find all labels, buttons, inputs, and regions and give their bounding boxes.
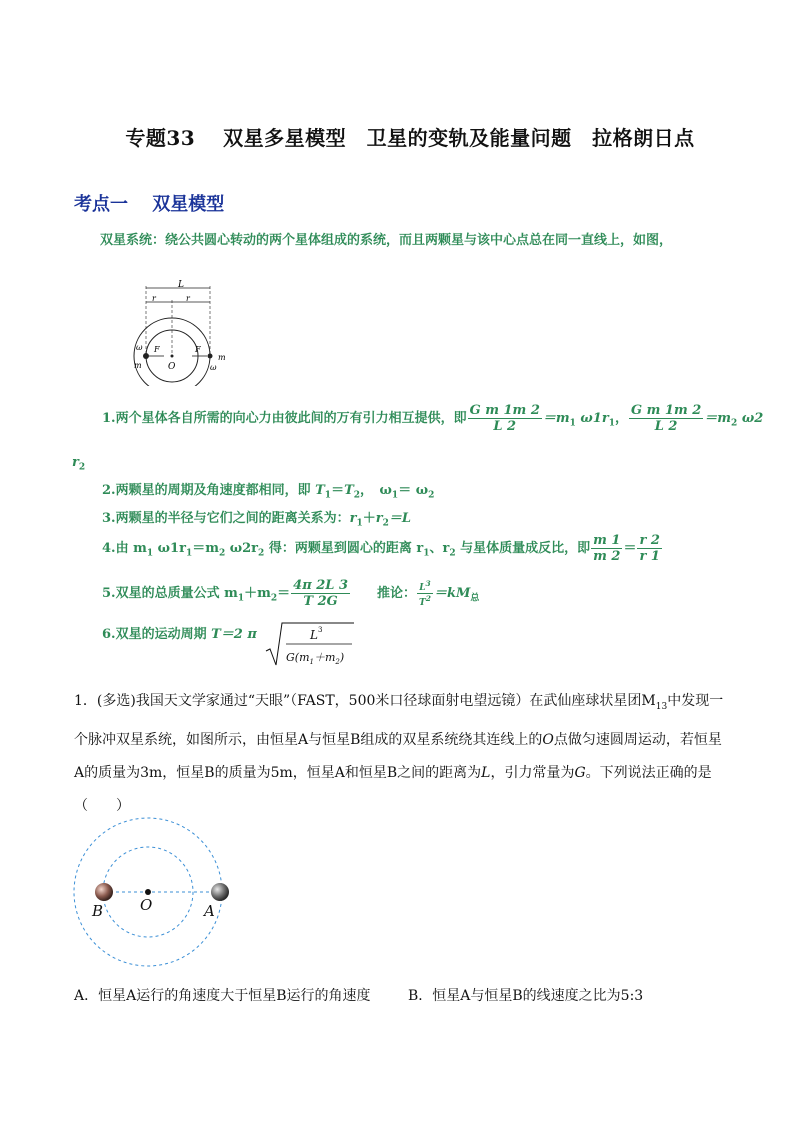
fig1-m2: m [218, 353, 226, 362]
star-b [95, 883, 113, 901]
sqrt-num: L [310, 628, 318, 642]
star-a [211, 883, 229, 901]
intro-text: 双星系统：绕公共圆心转动的两个星体组成的系统，而且两颗星与该中心点总在同一直线上，如图， [100, 233, 673, 248]
fig1-m1: m [134, 361, 142, 370]
page-title: 专题33 双星多星模型 卫星的变轨及能量问题 拉格朗日点 [125, 126, 695, 150]
point-4: 4.由 $m_1$ $\omega 1r_1=m_2$ $\omega 2r_2$ 得：两颗星到圆心的距离 $r_1$、$r_2$ 与星体质量成反比，即 $\frac{m 1}{m 2}$ ＝ $\frac{r 2}{r 1}$ [102, 533, 660, 564]
fig1-r2: r [186, 294, 190, 303]
fig1-O: O [168, 362, 176, 372]
point-1-wrap: $r_2$ [72, 455, 86, 473]
fig1-L: L [178, 280, 184, 290]
section-heading: 考点一 双星模型 [74, 194, 225, 215]
point-2: 2.两颗星的周期及角速度都相同，即 $T_1=T_2$， $\omega_1= \omega_2$ [102, 483, 435, 501]
sqrt-formula [264, 619, 356, 669]
fig2-O: O [140, 896, 153, 914]
sqrt-num-pow: 3 [318, 626, 323, 634]
point-6: 6.双星的运动周期 T＝2 π [102, 627, 257, 642]
fig1-F1: F [154, 345, 160, 354]
point-5: 5.双星的总质量公式 $m_1+m_2=$ $\frac{4\pi 2L 3}{T 2G}$ 推论： $\frac{L^3}{T^2}$ $=kM_总$ [102, 578, 480, 609]
option-a[interactable]: A．恒星A运行的角速度大于恒星B运行的角速度 [74, 988, 371, 1004]
option-b[interactable]: B．恒星A与恒星B的线速度之比为5:3 [408, 988, 644, 1004]
point-1: 1.两个星体各自所需的向心力由彼此间的万有引力相互提供，即 $\frac{\text{G m 1m 2}}{L 2}$ $=m_1$ $\omega 1r_1$， $\frac{\text{G m 1m 2}}{L 2}$ $=m_2$ ω2 [102, 403, 764, 434]
svg-text:G(m1＋m2): $G(m_1+m_2)$ [286, 651, 345, 666]
fig1-w1: ω [136, 343, 143, 352]
binary-star-figure [128, 276, 238, 386]
point-3: 3.两颗星的半径与它们之间的距离关系为：$r_1+r_2=L$ [102, 511, 411, 529]
fig2-A: A [204, 902, 215, 920]
fig1-r1: r [152, 294, 156, 303]
pulsar-binary-figure [72, 812, 232, 976]
fig1-F2: F [195, 345, 201, 354]
question-1: 1．(多选)我国天文学家通过“天眼”（FAST，500米口径球面射电望远镜）在武仙座球状星团$M_{13}$中发现一个脉冲双星系统，如图所示，由恒星A与恒星B组成的双星系统绕其连线上的O点做匀速圆周运动，若恒星A的质量为3m，恒星B的质量为5m，恒星A和恒星B之间的距离为L，引力常量为G。下列说法正确的是（ ） [74, 693, 724, 814]
fig2-B: B [92, 902, 104, 920]
fig1-w2: ω [210, 363, 217, 372]
